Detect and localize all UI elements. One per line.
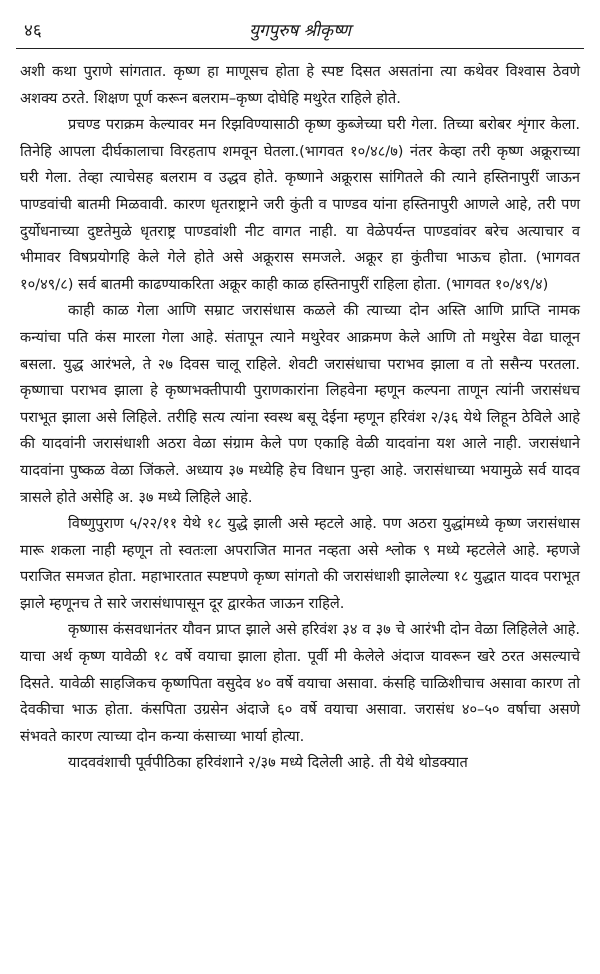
paragraph-3: काही काळ गेला आणि सम्राट जरासंधास कळले की त्याच्या दोन अस्ति आणि प्राप्ति नामक कन्यांचा पति कंस मारला गेला आहे. संतापून त्याने मथुरेवर आक्रमण केले आणि तो मथुरेस वेढा घालून बसला. युद्ध आरंभले, ते २७ दिवस चालू राहिले. शेवटी जरासंधाचा पराभव झाला व तो ससैन्य परतला. कृष्णाचा पराभव झाला हे कृष्णभक्तीपायी पुराणकारांना लिहवेना म्हणून कल्पना ताणून त्यांनी जरासंधच पराभूत झाला असे लिहिले. तरीहि सत्य त्यांना स्वस्थ बसू देईना म्हणून हरिवंश २/३६ येथे लिहून ठेविले आहे की यादवांनी जरासंधाशी अठरा वेळा संग्राम केले पण एकाहि वेळी यादवांना यश आले नाही. जरासंधाने यादवांना पुष्कळ वेळा जिंकले. अध्याय ३७ मध्येहि हेच विधान पुन्हा आहे. जरासंधाच्या भयामुळे सर्व यादव त्रासले होते असेहि अ. ३७ मध्ये लिहिले आहे. (20, 302, 580, 506)
body-text (20, 59, 580, 777)
header-rule (16, 48, 584, 49)
paragraph-2: प्रचण्ड पराक्रम केल्यावर मन रिझविण्यासाठी कृष्ण कुब्जेच्या घरी गेला. तिच्या बरोबर शृंगार केला. तिनेहि आपला दीर्घकालाचा विरहताप शमवून घेतला.(भागवत १०/४८/७) नंतर केव्हा तरी कृष्ण अक्रूराच्या घरी गेला. तेव्हा त्याचेसह बलराम व उद्धव होते. कृष्णाने अक्रूरास सांगितले की त्याने हस्तिनापुरीं जाऊन पाण्डवांची बातमी मिळवावी. कारण धृतराष्ट्राने जरी कुंती व पाण्डव यांना हस्तिनापुरी आणले आहे, तरी पण दुर्योधनाच्या दुष्टतेमुळे धृतराष्ट्र पाण्डवांशी नीट वागत नाही. या वेळेपर्यन्त पाण्डवांवर बरेच अत्याचार व भीमावर विषप्रयोगहि केले गेले होते असे अक्रूरास समजले. अक्रूर हा कुंतीचा भाऊच होता. (भागवत १०/४९/८) सर्व बातमी काढण्याकरिता अक्रूर काही काळ हस्तिनापुरीं राहिला होता. (भागवत १०/४९/४) (20, 116, 580, 293)
paragraph-4: विष्णुपुराण ५/२२/११ येथे १८ युद्धे झाली असे म्हटले आहे. पण अठरा युद्धांमध्ये कृष्ण जरासंधास मारू शकला नाही म्हणून तो स्वतःला अपराजित मानत नव्हता असे श्लोक ९ मध्ये म्हटलेले आहे. म्हणजे पराजित समजत होता. महाभारतात स्पष्टपणे कृष्ण सांगतो की जरासंधाशी झालेल्या १८ युद्धात यादव पराभूत झाले म्हणूनच ते सारे जरासंधापासून दूर द्वारकेत जाऊन राहिले. (20, 515, 580, 612)
paragraph-1: अशी कथा पुराणे सांगतात. कृष्ण हा माणूसच होता हे स्पष्ट दिसत असतांना त्या कथेवर विश्वास ठेवणे अशक्य ठरते. शिक्षण पूर्ण करून बलराम–कृष्ण दोघेहि मथुरेत राहिले होते. (20, 63, 580, 107)
paragraph-5: कृष्णास कंसवधानंतर यौवन प्राप्त झाले असे हरिवंश ३४ व ३७ चे आरंभी दोन वेळा लिहिलेले आहे. याचा अर्थ कृष्ण यावेळी १८ वर्षे वयाचा झाला होता. पूर्वी मी केलेले अंदाज यावरून खरे ठरत असल्याचे दिसते. यावेळी साहजिकच कृष्णपिता वसुदेव ४० वर्षे वयाचा असावा. कंसहि चाळिशीचाच असावा कारण तो देवकीचा भाऊ होता. कंसपिता उग्रसेन अंदाजे ६० वर्षे वयाचा असावा. जरासंध ४०–५० वर्षाचा असणे संभवते कारण त्याच्या दोन कन्या कंसाच्या भार्या होत्या. (20, 621, 580, 745)
page-header (20, 14, 580, 48)
page-number: ४६ (24, 21, 42, 41)
paragraph-6: यादववंशाची पूर्वपीठिका हरिवंशाने २/३७ मध्ये दिलेली आहे. ती येथे थोडक्यात (68, 754, 468, 772)
running-title: युगपुरुष श्रीकृष्ण (249, 21, 351, 41)
